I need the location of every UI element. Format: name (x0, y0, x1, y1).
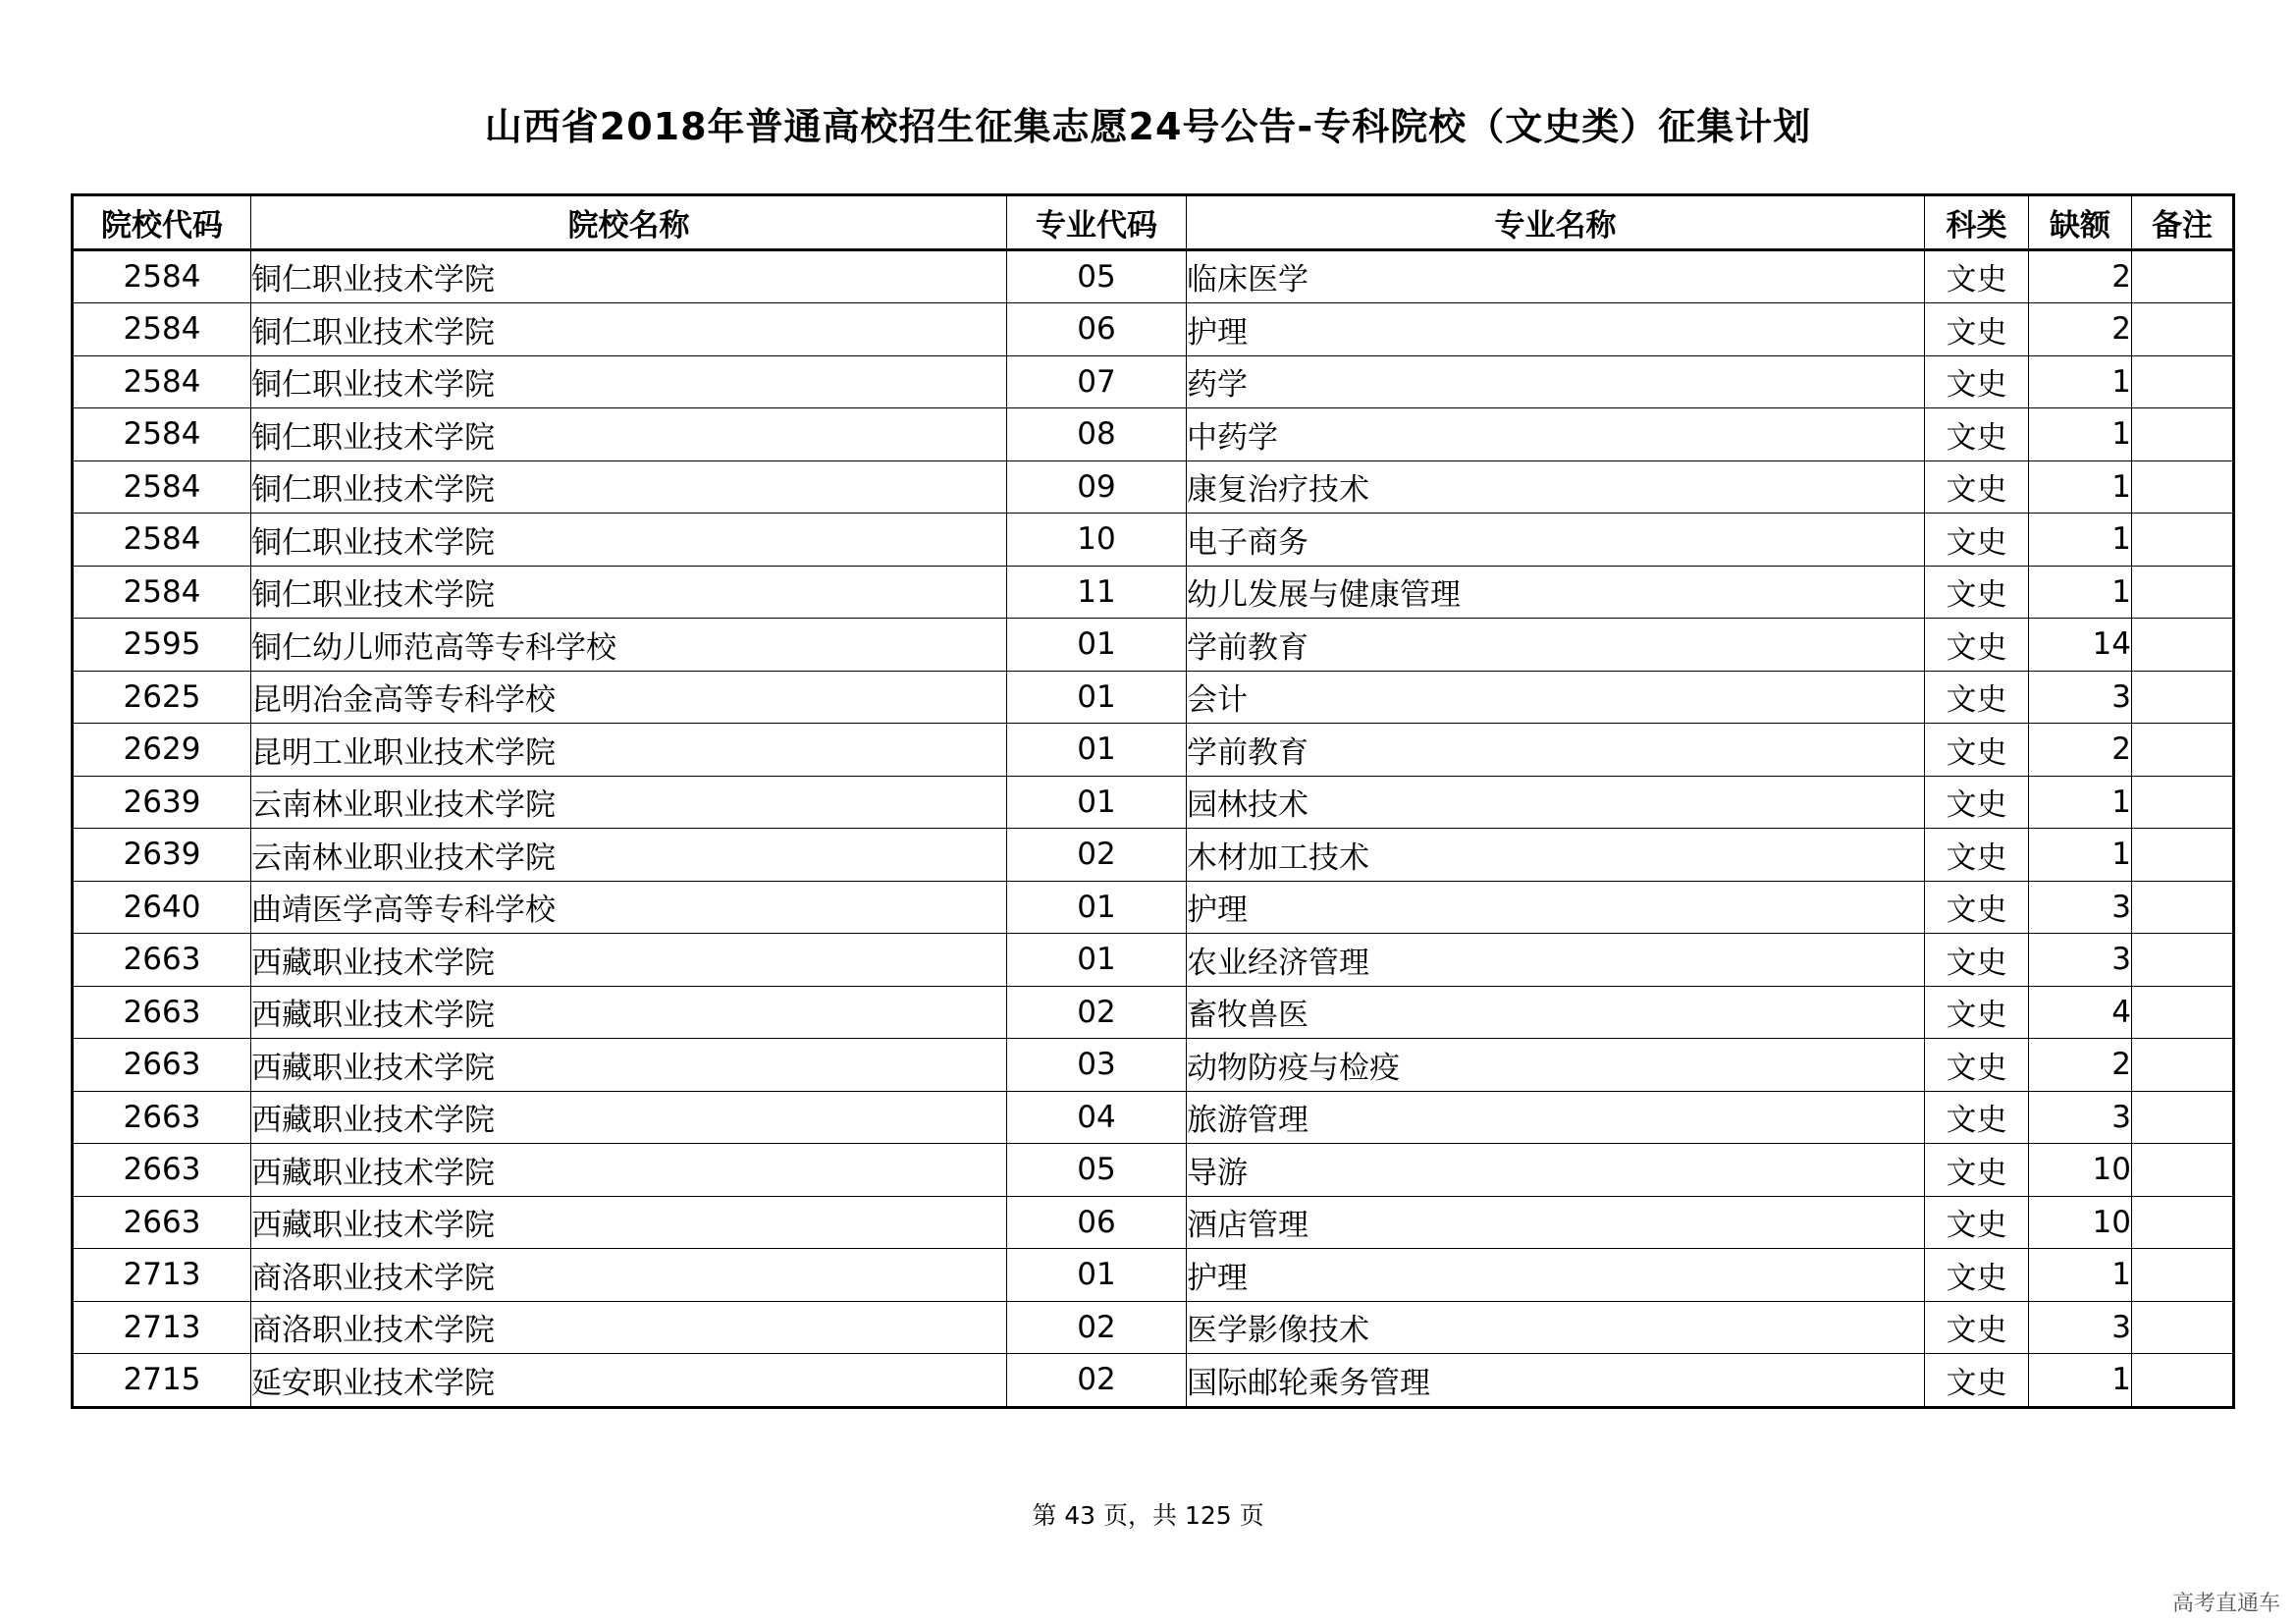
cell-school-code: 2584 (73, 408, 251, 461)
table-row (73, 1196, 2234, 1249)
cell-note (2132, 1301, 2234, 1354)
cell-school-name: 西藏职业技术学院 (251, 934, 1007, 987)
cell-school-code: 2663 (73, 1039, 251, 1092)
cell-category: 文史 (1925, 829, 2029, 882)
cell-category: 文史 (1925, 1249, 2029, 1302)
cell-note (2132, 460, 2234, 514)
cell-note (2132, 1354, 2234, 1408)
cell-school-name: 铜仁职业技术学院 (251, 514, 1007, 567)
cell-quota: 1 (2029, 514, 2132, 567)
cell-major-name: 幼儿发展与健康管理 (1187, 566, 1925, 619)
cell-quota: 2 (2029, 249, 2132, 303)
cell-school-code: 2663 (73, 1091, 251, 1144)
cell-major-name: 学前教育 (1187, 619, 1925, 672)
header-note: 备注 (2132, 195, 2234, 250)
cell-quota: 3 (2029, 881, 2132, 934)
cell-major-name: 国际邮轮乘务管理 (1187, 1354, 1925, 1408)
document-title: 山西省2018年普通高校招生征集志愿24号公告-专科院校（文史类）征集计划 (484, 105, 1812, 148)
cell-category: 文史 (1925, 460, 2029, 514)
cell-school-name: 铜仁职业技术学院 (251, 303, 1007, 356)
cell-quota: 1 (2029, 829, 2132, 882)
cell-major-code: 05 (1007, 249, 1187, 303)
cell-school-code: 2640 (73, 881, 251, 934)
cell-note (2132, 1144, 2234, 1197)
cell-category: 文史 (1925, 671, 2029, 724)
cell-major-name: 旅游管理 (1187, 1091, 1925, 1144)
cell-note (2132, 249, 2234, 303)
cell-quota: 1 (2029, 1354, 2132, 1408)
cell-school-name: 铜仁职业技术学院 (251, 249, 1007, 303)
cell-major-name: 医学影像技术 (1187, 1301, 1925, 1354)
table-row (73, 566, 2234, 619)
cell-category: 文史 (1925, 986, 2029, 1039)
cell-school-code: 2663 (73, 1144, 251, 1197)
cell-quota: 14 (2029, 619, 2132, 672)
header-major-code: 专业代码 (1007, 195, 1187, 250)
cell-school-code: 2595 (73, 619, 251, 672)
cell-note (2132, 1039, 2234, 1092)
cell-quota: 1 (2029, 1249, 2132, 1302)
cell-school-code: 2629 (73, 724, 251, 777)
cell-major-name: 电子商务 (1187, 514, 1925, 567)
cell-major-name: 农业经济管理 (1187, 934, 1925, 987)
cell-major-code: 02 (1007, 1301, 1187, 1354)
cell-quota: 1 (2029, 408, 2132, 461)
table-row (73, 1144, 2234, 1197)
cell-note (2132, 934, 2234, 987)
cell-note (2132, 986, 2234, 1039)
cell-school-code: 2584 (73, 514, 251, 567)
table-row (73, 619, 2234, 672)
cell-school-code: 2663 (73, 986, 251, 1039)
cell-category: 文史 (1925, 566, 2029, 619)
table-row (73, 881, 2234, 934)
table-row (73, 408, 2234, 461)
cell-major-code: 06 (1007, 303, 1187, 356)
table-body (73, 249, 2234, 1407)
cell-major-code: 10 (1007, 514, 1187, 567)
table-row (73, 934, 2234, 987)
cell-note (2132, 671, 2234, 724)
cell-school-name: 西藏职业技术学院 (251, 1039, 1007, 1092)
cell-school-name: 曲靖医学高等专科学校 (251, 881, 1007, 934)
cell-category: 文史 (1925, 1354, 2029, 1408)
cell-major-code: 01 (1007, 1249, 1187, 1302)
cell-school-code: 2663 (73, 1196, 251, 1249)
cell-note (2132, 776, 2234, 829)
cell-major-name: 畜牧兽医 (1187, 986, 1925, 1039)
cell-major-name: 学前教育 (1187, 724, 1925, 777)
cell-major-name: 导游 (1187, 1144, 1925, 1197)
cell-category: 文史 (1925, 776, 2029, 829)
cell-note (2132, 303, 2234, 356)
header-quota: 缺额 (2029, 195, 2132, 250)
cell-school-name: 云南林业职业技术学院 (251, 776, 1007, 829)
cell-category: 文史 (1925, 1196, 2029, 1249)
cell-category: 文史 (1925, 303, 2029, 356)
cell-category: 文史 (1925, 881, 2029, 934)
page-number: 第 43 页，共 125 页 (1032, 1501, 1264, 1530)
cell-category: 文史 (1925, 514, 2029, 567)
cell-quota: 4 (2029, 986, 2132, 1039)
cell-quota: 1 (2029, 460, 2132, 514)
cell-note (2132, 829, 2234, 882)
cell-category: 文史 (1925, 724, 2029, 777)
cell-school-name: 铜仁幼儿师范高等专科学校 (251, 619, 1007, 672)
cell-note (2132, 1091, 2234, 1144)
header-category: 科类 (1925, 195, 2029, 250)
cell-school-code: 2715 (73, 1354, 251, 1408)
cell-school-name: 铜仁职业技术学院 (251, 408, 1007, 461)
cell-major-code: 01 (1007, 724, 1187, 777)
table-header-row (73, 195, 2234, 250)
table-row (73, 1249, 2234, 1302)
cell-school-name: 西藏职业技术学院 (251, 1144, 1007, 1197)
table-row (73, 986, 2234, 1039)
cell-school-code: 2584 (73, 303, 251, 356)
cell-school-code: 2584 (73, 249, 251, 303)
cell-category: 文史 (1925, 1301, 2029, 1354)
cell-school-name: 铜仁职业技术学院 (251, 566, 1007, 619)
cell-major-name: 中药学 (1187, 408, 1925, 461)
cell-school-code: 2639 (73, 829, 251, 882)
cell-quota: 1 (2029, 776, 2132, 829)
cell-school-name: 铜仁职业技术学院 (251, 460, 1007, 514)
cell-quota: 2 (2029, 1039, 2132, 1092)
cell-note (2132, 619, 2234, 672)
cell-school-code: 2663 (73, 934, 251, 987)
table-row (73, 829, 2234, 882)
cell-major-name: 木材加工技术 (1187, 829, 1925, 882)
table-row (73, 249, 2234, 303)
cell-school-code: 2584 (73, 355, 251, 408)
cell-school-code: 2584 (73, 460, 251, 514)
cell-quota: 2 (2029, 303, 2132, 356)
table-row (73, 724, 2234, 777)
cell-school-code: 2625 (73, 671, 251, 724)
cell-major-code: 09 (1007, 460, 1187, 514)
cell-school-name: 延安职业技术学院 (251, 1354, 1007, 1408)
cell-category: 文史 (1925, 934, 2029, 987)
cell-category: 文史 (1925, 1091, 2029, 1144)
cell-major-code: 05 (1007, 1144, 1187, 1197)
cell-major-name: 园林技术 (1187, 776, 1925, 829)
cell-major-code: 01 (1007, 619, 1187, 672)
cell-major-code: 11 (1007, 566, 1187, 619)
cell-note (2132, 566, 2234, 619)
cell-note (2132, 881, 2234, 934)
cell-quota: 3 (2029, 934, 2132, 987)
table-row (73, 1039, 2234, 1092)
cell-major-name: 动物防疫与检疫 (1187, 1039, 1925, 1092)
cell-major-code: 02 (1007, 1354, 1187, 1408)
cell-category: 文史 (1925, 619, 2029, 672)
cell-major-code: 02 (1007, 986, 1187, 1039)
cell-quota: 3 (2029, 671, 2132, 724)
table-row (73, 776, 2234, 829)
cell-major-code: 04 (1007, 1091, 1187, 1144)
table-row (73, 1301, 2234, 1354)
cell-category: 文史 (1925, 1039, 2029, 1092)
cell-major-name: 临床医学 (1187, 249, 1925, 303)
cell-school-code: 2584 (73, 566, 251, 619)
cell-school-name: 西藏职业技术学院 (251, 1091, 1007, 1144)
cell-major-code: 08 (1007, 408, 1187, 461)
cell-note (2132, 1196, 2234, 1249)
cell-category: 文史 (1925, 1144, 2029, 1197)
cell-major-name: 酒店管理 (1187, 1196, 1925, 1249)
cell-category: 文史 (1925, 408, 2029, 461)
cell-major-code: 01 (1007, 776, 1187, 829)
cell-quota: 2 (2029, 724, 2132, 777)
cell-quota: 10 (2029, 1144, 2132, 1197)
cell-school-name: 商洛职业技术学院 (251, 1249, 1007, 1302)
cell-major-code: 01 (1007, 671, 1187, 724)
cell-note (2132, 1249, 2234, 1302)
cell-quota: 10 (2029, 1196, 2132, 1249)
table-row (73, 514, 2234, 567)
header-major-name: 专业名称 (1187, 195, 1925, 250)
cell-major-code: 07 (1007, 355, 1187, 408)
cell-major-name: 药学 (1187, 355, 1925, 408)
cell-school-name: 云南林业职业技术学院 (251, 829, 1007, 882)
watermark: 高考直通车 (2171, 1592, 2280, 1616)
table-row (73, 1091, 2234, 1144)
table-row (73, 303, 2234, 356)
cell-school-name: 西藏职业技术学院 (251, 986, 1007, 1039)
cell-school-name: 铜仁职业技术学院 (251, 355, 1007, 408)
cell-major-name: 护理 (1187, 303, 1925, 356)
cell-quota: 3 (2029, 1091, 2132, 1144)
cell-major-name: 会计 (1187, 671, 1925, 724)
cell-school-code: 2713 (73, 1249, 251, 1302)
cell-note (2132, 724, 2234, 777)
cell-note (2132, 514, 2234, 567)
table-row (73, 355, 2234, 408)
cell-school-name: 西藏职业技术学院 (251, 1196, 1007, 1249)
cell-quota: 1 (2029, 355, 2132, 408)
cell-category: 文史 (1925, 355, 2029, 408)
header-school-code: 院校代码 (73, 195, 251, 250)
cell-quota: 3 (2029, 1301, 2132, 1354)
cell-school-code: 2713 (73, 1301, 251, 1354)
cell-major-name: 护理 (1187, 1249, 1925, 1302)
cell-school-name: 商洛职业技术学院 (251, 1301, 1007, 1354)
header-school-name: 院校名称 (251, 195, 1007, 250)
cell-major-code: 06 (1007, 1196, 1187, 1249)
cell-school-name: 昆明工业职业技术学院 (251, 724, 1007, 777)
cell-major-code: 03 (1007, 1039, 1187, 1092)
table-row (73, 460, 2234, 514)
cell-major-name: 康复治疗技术 (1187, 460, 1925, 514)
table-row (73, 1354, 2234, 1408)
cell-note (2132, 355, 2234, 408)
cell-major-code: 01 (1007, 881, 1187, 934)
cell-major-code: 01 (1007, 934, 1187, 987)
cell-school-name: 昆明冶金高等专科学校 (251, 671, 1007, 724)
cell-note (2132, 408, 2234, 461)
cell-school-code: 2639 (73, 776, 251, 829)
table-row (73, 671, 2234, 724)
enrollment-plan-table (71, 193, 2235, 1409)
cell-quota: 1 (2029, 566, 2132, 619)
cell-major-code: 02 (1007, 829, 1187, 882)
cell-major-name: 护理 (1187, 881, 1925, 934)
cell-category: 文史 (1925, 249, 2029, 303)
